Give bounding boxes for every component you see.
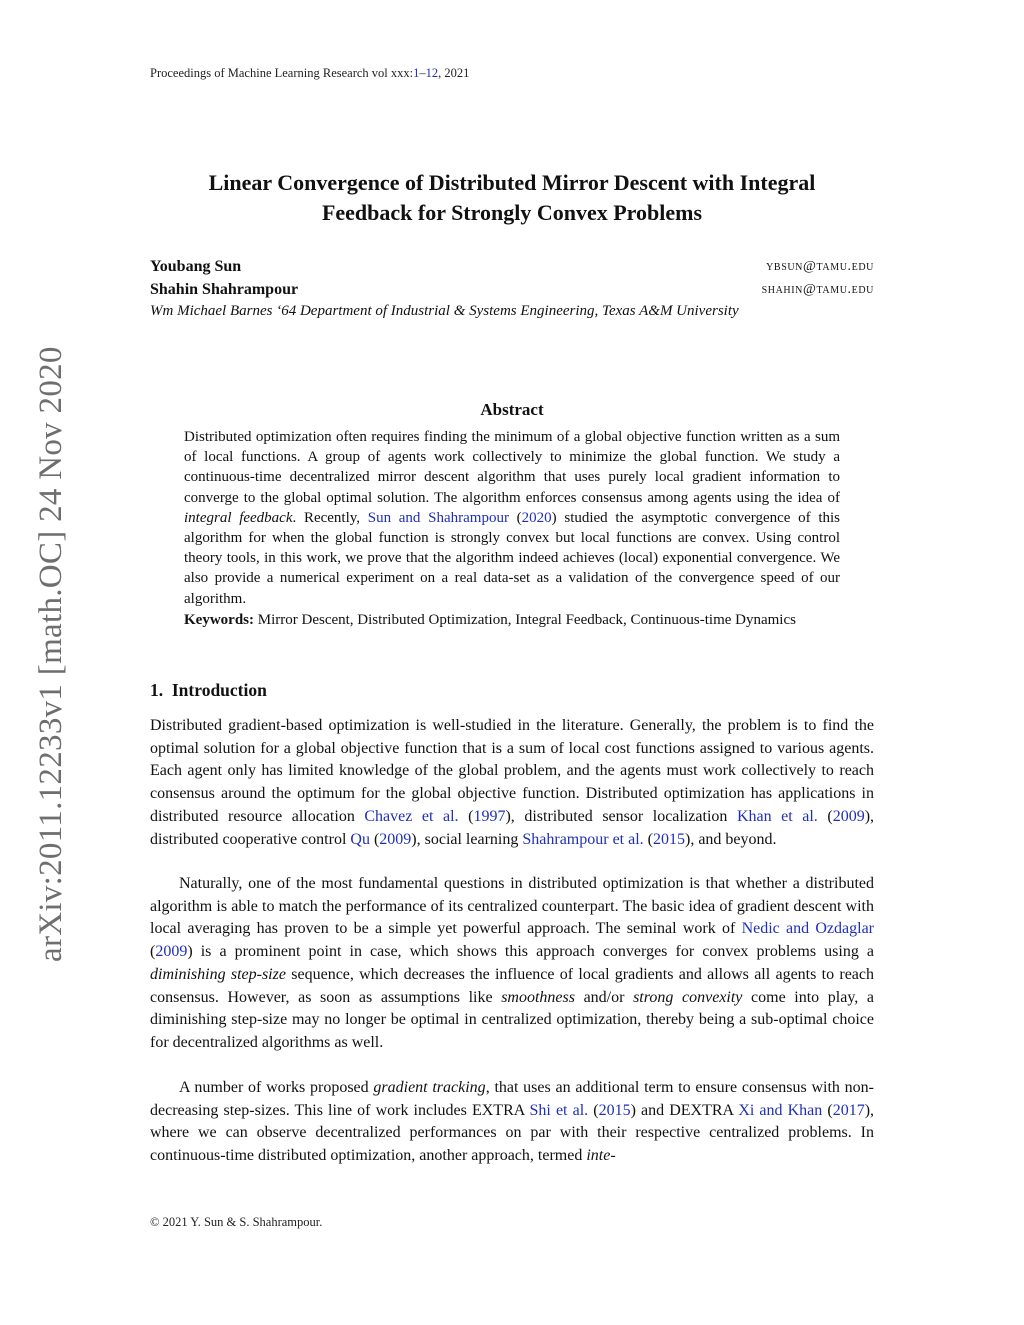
paragraph-text: come into play, a diminishing step-size may no longer be optimal in centralized optimization, thereby being a sub-optimal choice for decentralized algorithms as well. [150, 988, 875, 1051]
citation-paren: ( [822, 1101, 833, 1119]
paragraph-emphasis: smoothness [501, 988, 575, 1006]
citation-paren: ( [458, 807, 474, 825]
arxiv-stamp [34, 322, 68, 962]
page-end-link[interactable]: 12 [425, 66, 439, 80]
abstract-text-part: . Recently, [292, 509, 368, 526]
abstract-text-part: Distributed optimization often requires finding the minimum of a global objective function written as a sum of local functions. A group of agents work collectively to minimize the global function. We study a continuous-time decentralized mirror descent algorithm that uses purely local gradient information to converge to the global optimal solution. The algorithm enforces consensus among agents using the idea of [184, 429, 840, 506]
citation-paren: ) [505, 807, 511, 825]
paragraph-2 [150, 873, 874, 1055]
author-row-2 [150, 281, 874, 303]
affiliation: Wm Michael Barnes ‘64 Department of Industrial & Systems Engineering, Texas A&M University [150, 303, 739, 319]
citation-year[interactable]: 1997 [473, 807, 506, 825]
page-range-dash: – [419, 66, 426, 80]
citation-paren: ) [630, 1101, 636, 1119]
running-header [150, 66, 469, 81]
paragraph-emphasis: strong convexity [633, 988, 743, 1006]
citation-sun-shahrampour[interactable]: Sun and Shahrampour [367, 509, 509, 526]
citation-paren: ) [551, 509, 557, 526]
paragraph-1 [150, 715, 874, 851]
citation-qu[interactable]: Qu [350, 830, 370, 848]
copyright-footer: © 2021 Y. Sun & S. Shahrampour. [150, 1215, 323, 1229]
arxiv-stamp-text: arXiv:2011.12233v1 [math.OC] 24 Nov 2020 [33, 346, 69, 962]
paragraph-text: , social learning [416, 830, 523, 848]
citation-shahrampour[interactable]: Shahrampour et al. [522, 830, 644, 848]
paragraph-text: is a prominent point in case, which shows this approach converges for convex problems using a [192, 943, 874, 961]
abstract-text [184, 427, 840, 609]
section-title: Introduction [171, 680, 267, 700]
author-row-1 [150, 258, 874, 280]
author-name: Youbang Sun [150, 258, 242, 275]
venue-text: Proceedings of Machine Learning Research vol xxx: [150, 66, 414, 80]
citation-paren: ( [369, 830, 380, 848]
citation-year[interactable]: 2009 [379, 830, 412, 848]
citation-paren: ) [864, 1101, 871, 1119]
paragraph-text: , distributed cooperative control [150, 807, 875, 848]
citation-year[interactable]: 2015 [652, 830, 685, 848]
citation-year[interactable]: 2009 [155, 943, 188, 961]
citation-paren: ) [864, 807, 871, 825]
abstract-heading: Abstract [480, 400, 544, 419]
keywords-label: Keywords: [184, 612, 254, 628]
citation-xi-khan[interactable]: Xi and Khan [738, 1101, 823, 1119]
paragraph-text: , and beyond. [690, 830, 777, 848]
author-email: shahin@tamu.edu [761, 282, 874, 297]
paragraph-emphasis: gradient tracking [373, 1079, 486, 1096]
paragraph-text: sequence, which decreases the influence of local gradients and allows all agents to reach consensus. However, as soon as assumptions like [150, 965, 875, 1006]
keywords-list: Mirror Descent, Distributed Optimization, Integral Feedback, Continuous-time Dynamics [254, 612, 796, 628]
citation-paren: ( [643, 830, 653, 848]
citation-year[interactable]: 2017 [832, 1101, 865, 1119]
citation-paren: ( [150, 943, 156, 961]
citation-paren: ( [588, 1101, 599, 1119]
paragraph-text: Naturally, one of the most fundamental questions in distributed optimization is that whether a distributed algorithm is able to match the performance of its centralized counterpart. The basic idea of gradient descent with local averaging has proven to be a simple yet powerful approach. The seminal work of [150, 875, 874, 938]
citation-year[interactable]: 2009 [832, 807, 865, 825]
citation-paren: ) [187, 943, 193, 961]
abstract-emphasis: integral feedback [184, 509, 293, 526]
paragraph-text: , that uses an additional term to ensure consensus with non-decreasing step-sizes. This line of work includes EXTRA [150, 1079, 874, 1119]
paragraph-emphasis: diminishing step-size [150, 965, 286, 983]
citation-year-2020[interactable]: 2020 [521, 509, 552, 526]
keywords [184, 610, 840, 630]
paragraph-text: , where we can observe decentralized performances on par with their respective centralized problems. In continuous-time distributed optimization, another approach, termed [150, 1101, 875, 1165]
author-email: ybsun@tamu.edu [766, 259, 874, 274]
title-line-2: Feedback for Strongly Convex Problems [321, 200, 703, 225]
author-name: Shahin Shahrampour [150, 281, 299, 298]
section-number: 1. [150, 680, 164, 700]
citation-chavez[interactable]: Chavez et al. [364, 807, 459, 825]
paragraph-text: , distributed sensor localization [510, 807, 737, 825]
citation-year[interactable]: 2015 [598, 1101, 631, 1119]
abstract-text-part: studied the asymptotic convergence of this algorithm for when the global function is strongly convex but local functions are convex. Using control theory tools, in this work, we prove that the algorithm indeed achieves (local) exponential convergence. We also provide a numerical experiment on a real data-set as a validation of the convergence speed of our algorithm. [184, 509, 840, 607]
paper-title [150, 168, 874, 228]
citation-paren: ( [508, 509, 522, 526]
paragraph-emphasis: inte- [586, 1147, 616, 1165]
paragraph-text: A number of works proposed [179, 1079, 374, 1096]
paragraph-text: Distributed gradient-based optimization is well-studied in the literature. Generally, the problem is to find the optimal solution for a global objective function that is a sum of local cost functions assigned to various agents. Each agent only has limited knowledge of the global problem, and the agents must work collectively to reach consensus around the optimum for the global objective function. Distributed optimization has applications in distributed resource allocation [150, 717, 874, 825]
citation-nedic-ozdaglar[interactable]: Nedic and Ozdaglar [741, 920, 875, 938]
citation-paren: ( [817, 807, 833, 825]
citation-paren: ) [684, 830, 691, 848]
citation-shi[interactable]: Shi et al. [529, 1101, 589, 1119]
paragraph-text: and/or [574, 988, 634, 1006]
citation-paren: ) [411, 830, 417, 848]
title-line-1: Linear Convergence of Distributed Mirror Descent with Integral [208, 170, 816, 195]
paragraph-3 [150, 1077, 874, 1168]
page-start-link[interactable]: 1 [413, 66, 420, 80]
citation-khan[interactable]: Khan et al. [736, 807, 818, 825]
paragraph-text: and DEXTRA [635, 1101, 739, 1119]
section-heading [150, 680, 267, 701]
header-year: , 2021 [438, 66, 470, 80]
